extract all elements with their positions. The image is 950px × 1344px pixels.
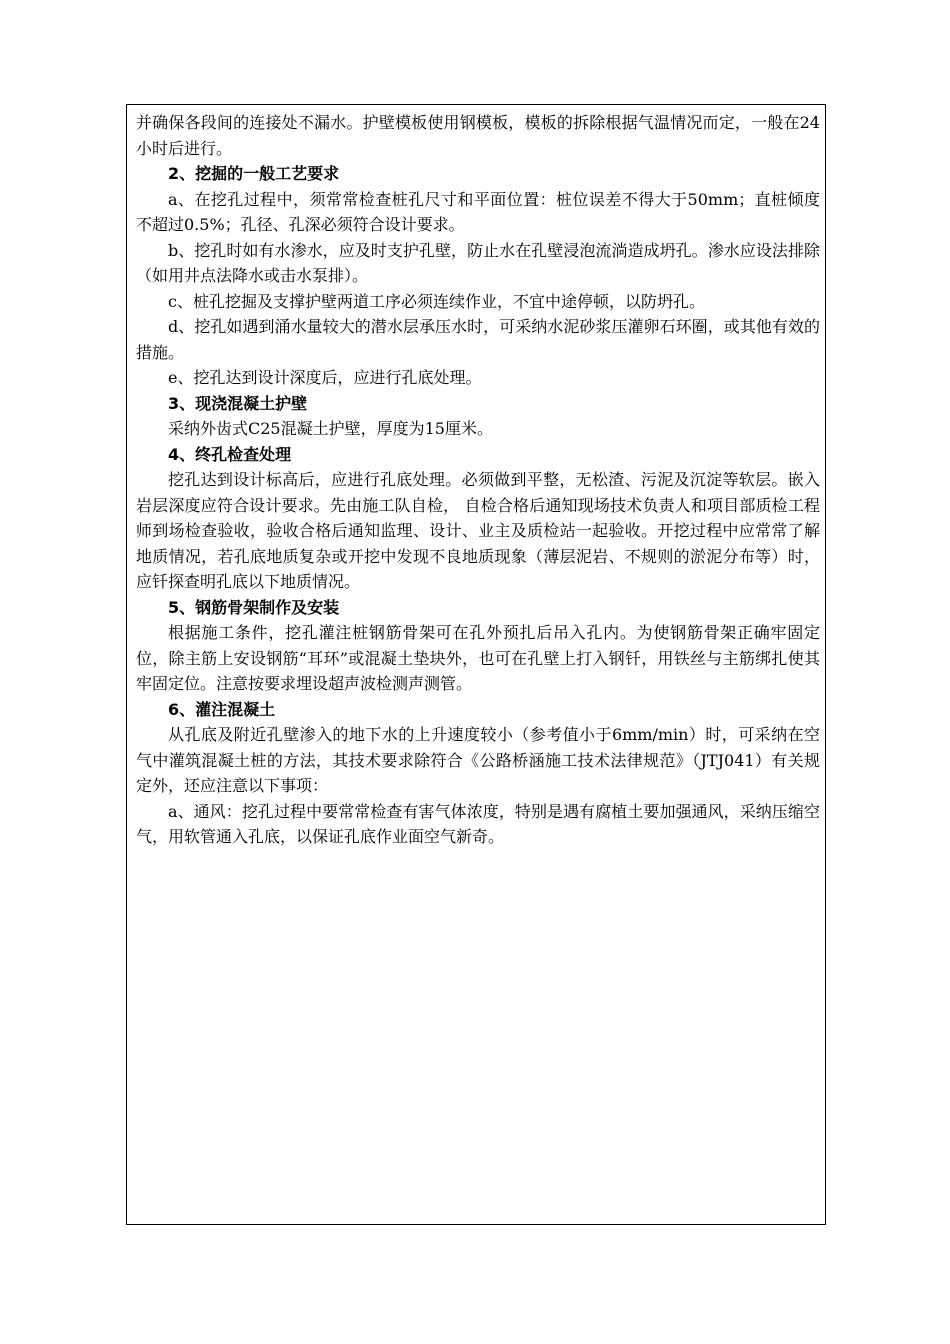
paragraph-continuation: 并确保各段间的连接处不漏水。护壁模板使用钢模板，模板的拆除根据气温情况而定，一般在24小时后进行。: [136, 113, 820, 158]
paragraph-2b: b、挖孔时如有水渗水，应及时支护孔壁，防止水在孔壁浸泡流淌造成坍孔。渗水应设法排除（如用井点法降水或击水泵排）。: [136, 240, 820, 285]
paragraph-6: 从孔底及附近孔壁渗入的地下水的上升速度较小（参考值小于6mm/min）时，可采纳在空气中灌筑混凝土桩的方法，其技术要求除符合《公路桥涵施工技术法律规范》（JTJ041）有关规定外，还应注意以下事项：: [136, 725, 820, 795]
paragraph-3: 采纳外齿式C25混凝土护壁，厚度为15厘米。: [168, 419, 493, 438]
section-heading-2: 2、挖掘的一般工艺要求: [168, 164, 340, 183]
document-body: [136, 110, 820, 850]
section-heading-6: 6、灌注混凝土: [168, 699, 276, 719]
paragraph-2c: c、桩孔挖掘及支撑护壁两道工序必须连续作业，不宜中途停顿，以防坍孔。: [168, 291, 705, 311]
paragraph-4: 挖孔达到设计标高后，应进行孔底处理。必须做到平整，无松渣、污泥及沉淀等软层。嵌入岩层深度应符合设计要求。先由施工队自检， 自检合格后通知现场技术负责人和项目部质检工程师到场检查验收，验收合格后通知监理、设计、业主及质检站一起验收。开挖过程中应常常了解地质情况，若孔底地质复杂或开挖中发现不良地质现象（薄层泥岩、不规则的淤泥分布等）时，应钎探查明孔底以下地质情况。: [136, 470, 820, 591]
paragraph-5: 根据施工条件，挖孔灌注桩钢筋骨架可在孔外预扎后吊入孔内。为使钢筋骨架正确牢固定位，除主筋上安设钢筋“耳环”或混凝土垫块外，也可在孔壁上打入钢钎，用铁丝与主筋绑扎使其牢固定位。注意按要求埋设超声波检测声测管。: [136, 623, 820, 693]
section-heading-5: 5、钢筋骨架制作及安装: [168, 597, 340, 617]
paragraph-2e: e、挖孔达到设计深度后，应进行孔底处理。: [168, 368, 482, 387]
paragraph-2a: a、在挖孔过程中，须常常检查桩孔尺寸和平面位置：桩位误差不得大于50mm；直桩倾度不超过0.5%；孔径、孔深必须符合设计要求。: [136, 189, 820, 234]
section-heading-3: 3、现浇混凝土护壁: [168, 393, 308, 413]
section-heading-4: 4、终孔检查处理: [168, 444, 292, 464]
paragraph-2d: d、挖孔如遇到涌水量较大的潜水层承压水时，可采纳水泥砂浆压灌卵石环圈，或其他有效的措施。: [136, 317, 820, 362]
paragraph-6a: a、通风：挖孔过程中要常常检查有害气体浓度，特别是遇有腐植土要加强通风，采纳压缩空气，用软管通入孔底，以保证孔底作业面空气新奇。: [136, 801, 820, 846]
